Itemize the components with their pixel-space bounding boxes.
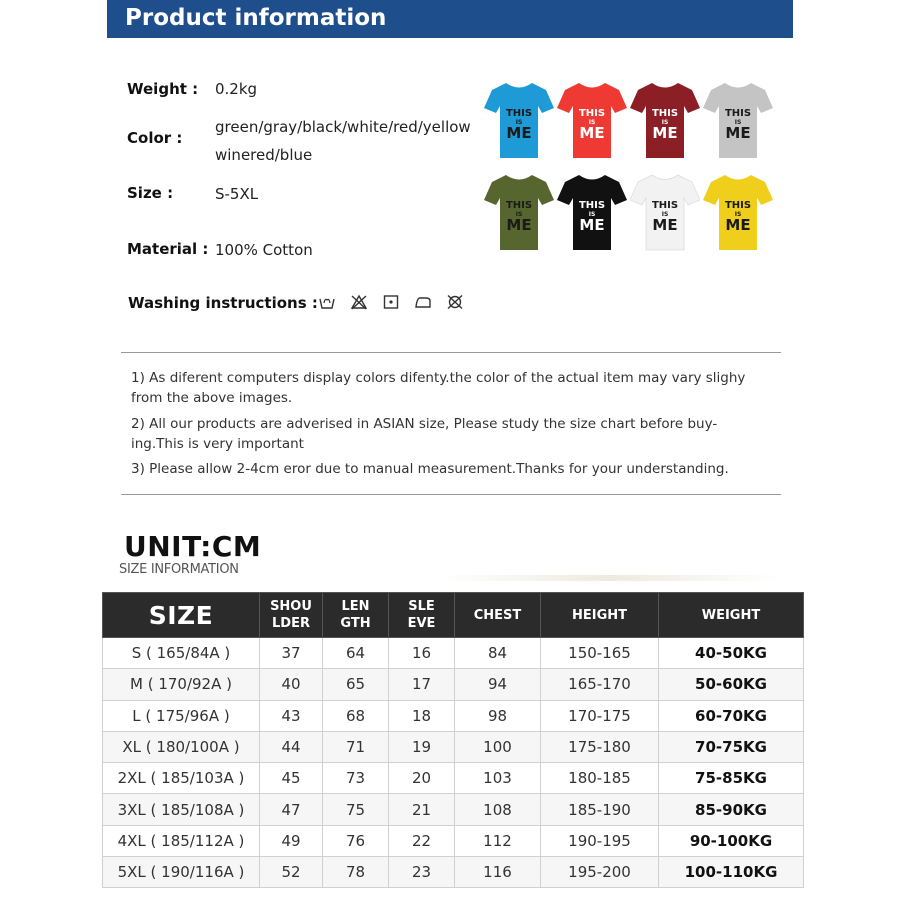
header-length-line2: GTH (340, 616, 371, 631)
tshirt-print-line2: IS (661, 211, 669, 218)
tshirt-print-line1: THIS (724, 108, 752, 119)
cell-shoulder: 44 (260, 731, 323, 762)
cell-size: 5XL ( 190/116A ) (103, 857, 260, 888)
cell-chest: 98 (455, 700, 541, 731)
cell-sleeve: 16 (389, 638, 455, 669)
cell-length: 65 (323, 669, 389, 700)
cell-height: 195-200 (541, 857, 659, 888)
cell-shoulder: 45 (260, 763, 323, 794)
header-shoulder (260, 593, 323, 638)
cell-shoulder: 37 (260, 638, 323, 669)
cell-height: 150-165 (541, 638, 659, 669)
tshirt-print-line1: THIS (505, 108, 533, 119)
tshirt-winered (630, 80, 700, 160)
page-title: Product information (125, 5, 387, 31)
cell-shoulder: 52 (260, 857, 323, 888)
cell-size: L ( 175/96A ) (103, 700, 260, 731)
divider-top (121, 352, 781, 353)
material-value: 100% Cotton (215, 241, 313, 259)
cell-height: 170-175 (541, 700, 659, 731)
note-1-line1: 1) As diferent computers display colors difenty.the color of the actual item may vary slighy (131, 370, 746, 386)
tshirt-gray (703, 80, 773, 160)
cell-chest: 116 (455, 857, 541, 888)
cell-shoulder: 40 (260, 669, 323, 700)
material-label: Material : (127, 240, 209, 258)
color-value-line1: green/gray/black/white/red/yellow (215, 118, 471, 136)
cell-size: XL ( 180/100A ) (103, 731, 260, 762)
cell-sleeve: 19 (389, 731, 455, 762)
weight-label: Weight : (127, 80, 199, 98)
tshirt-color-grid (484, 80, 774, 255)
tshirt-print-line1: THIS (578, 200, 606, 211)
cell-height: 175-180 (541, 731, 659, 762)
table-row (103, 731, 804, 762)
cell-sleeve: 23 (389, 857, 455, 888)
header-shoulder-line2: LDER (272, 616, 310, 631)
cell-weight: 70-75KG (659, 731, 804, 762)
cell-size: M ( 170/92A ) (103, 669, 260, 700)
tshirt-blue (484, 80, 554, 160)
header-weight: WEIGHT (659, 593, 804, 638)
cell-weight: 40-50KG (659, 638, 804, 669)
tshirt-green (484, 172, 554, 252)
cell-size: 2XL ( 185/103A ) (103, 763, 260, 794)
cell-height: 185-190 (541, 794, 659, 825)
cell-sleeve: 18 (389, 700, 455, 731)
table-row (103, 763, 804, 794)
tshirt-print-line3: ME (506, 124, 532, 142)
unit-subtitle: SIZE INFORMATION (119, 562, 239, 577)
hand-wash-icon (318, 294, 336, 310)
cell-size: 4XL ( 185/112A ) (103, 825, 260, 856)
cell-shoulder: 47 (260, 794, 323, 825)
cell-shoulder: 43 (260, 700, 323, 731)
cell-length: 75 (323, 794, 389, 825)
header-length-line1: LEN (341, 599, 370, 614)
tshirt-print-line3: ME (652, 124, 678, 142)
tshirt-print-line2: IS (661, 119, 669, 126)
tshirt-print-line3: ME (725, 216, 751, 234)
tshirt-print-line3: ME (652, 216, 678, 234)
cell-length: 78 (323, 857, 389, 888)
unit-title: UNIT:CM (124, 530, 262, 563)
divider-bottom (121, 494, 781, 495)
note-2-line2: ing.This is very important (131, 436, 304, 452)
cell-sleeve: 17 (389, 669, 455, 700)
cell-chest: 112 (455, 825, 541, 856)
tshirt-print-line3: ME (725, 124, 751, 142)
header-sleeve (389, 593, 455, 638)
note-3: 3) Please allow 2-4cm eror due to manual measurement.Thanks for your understanding. (131, 461, 729, 477)
cell-chest: 84 (455, 638, 541, 669)
tshirt-print-line3: ME (579, 216, 605, 234)
cell-weight: 75-85KG (659, 763, 804, 794)
table-row (103, 794, 804, 825)
washing-label: Washing instructions : (128, 294, 318, 312)
note-1-line2: from the above images. (131, 390, 293, 406)
color-label: Color : (127, 129, 183, 147)
iron-icon (414, 294, 432, 310)
tshirt-print-line2: IS (515, 119, 523, 126)
table-row (103, 857, 804, 888)
tshirt-print-line2: IS (734, 211, 742, 218)
cell-chest: 94 (455, 669, 541, 700)
tshirt-print-line1: THIS (724, 200, 752, 211)
cell-length: 68 (323, 700, 389, 731)
cell-weight: 100-110KG (659, 857, 804, 888)
table-row (103, 669, 804, 700)
tshirt-print-line2: IS (588, 119, 596, 126)
note-1 (131, 368, 771, 408)
cell-height: 165-170 (541, 669, 659, 700)
note-2 (131, 414, 771, 454)
header-sleeve-line1: SLE (408, 599, 435, 614)
tshirt-print-line1: THIS (505, 200, 533, 211)
table-row (103, 638, 804, 669)
header-size: SIZE (103, 593, 260, 638)
header-sleeve-line2: EVE (407, 616, 436, 631)
cell-sleeve: 21 (389, 794, 455, 825)
tshirt-print-line2: IS (734, 119, 742, 126)
tshirt-print-line2: IS (515, 211, 523, 218)
table-row (103, 700, 804, 731)
tshirt-print-line2: IS (588, 211, 596, 218)
decorative-fade-line (440, 575, 780, 581)
cell-length: 76 (323, 825, 389, 856)
color-value-line2: winered/blue (215, 146, 313, 164)
header-bar (107, 0, 793, 38)
note-2-line1: 2) All our products are adverised in ASIAN size, Please study the size chart before buy- (131, 416, 718, 432)
cell-weight: 60-70KG (659, 700, 804, 731)
tshirt-print-line1: THIS (651, 200, 679, 211)
cell-height: 180-185 (541, 763, 659, 794)
size-label: Size : (127, 184, 174, 202)
washing-icons (318, 294, 464, 310)
cell-size: 3XL ( 185/108A ) (103, 794, 260, 825)
tshirt-black (557, 172, 627, 252)
weight-value: 0.2kg (215, 80, 258, 98)
cell-weight: 50-60KG (659, 669, 804, 700)
cell-chest: 100 (455, 731, 541, 762)
cell-chest: 108 (455, 794, 541, 825)
no-dry-clean-icon (446, 294, 464, 310)
cell-weight: 90-100KG (659, 825, 804, 856)
size-chart-table (102, 592, 804, 888)
cell-length: 71 (323, 731, 389, 762)
tshirt-print-line3: ME (579, 124, 605, 142)
cell-length: 64 (323, 638, 389, 669)
header-chest: CHEST (455, 593, 541, 638)
table-header-row (103, 593, 804, 638)
cell-weight: 85-90KG (659, 794, 804, 825)
tshirt-print-line1: THIS (651, 108, 679, 119)
header-length (323, 593, 389, 638)
header-shoulder-line1: SHOU (270, 599, 312, 614)
cell-length: 73 (323, 763, 389, 794)
cell-sleeve: 20 (389, 763, 455, 794)
tshirt-red (557, 80, 627, 160)
cell-sleeve: 22 (389, 825, 455, 856)
tshirt-white (630, 172, 700, 252)
header-height: HEIGHT (541, 593, 659, 638)
cell-size: S ( 165/84A ) (103, 638, 260, 669)
tshirt-print-line1: THIS (578, 108, 606, 119)
no-bleach-icon (350, 294, 368, 310)
tshirt-print-line3: ME (506, 216, 532, 234)
tumble-dry-icon (382, 294, 400, 310)
cell-chest: 103 (455, 763, 541, 794)
tshirt-yellow (703, 172, 773, 252)
size-value: S-5XL (215, 185, 259, 203)
cell-shoulder: 49 (260, 825, 323, 856)
cell-height: 190-195 (541, 825, 659, 856)
table-row (103, 825, 804, 856)
